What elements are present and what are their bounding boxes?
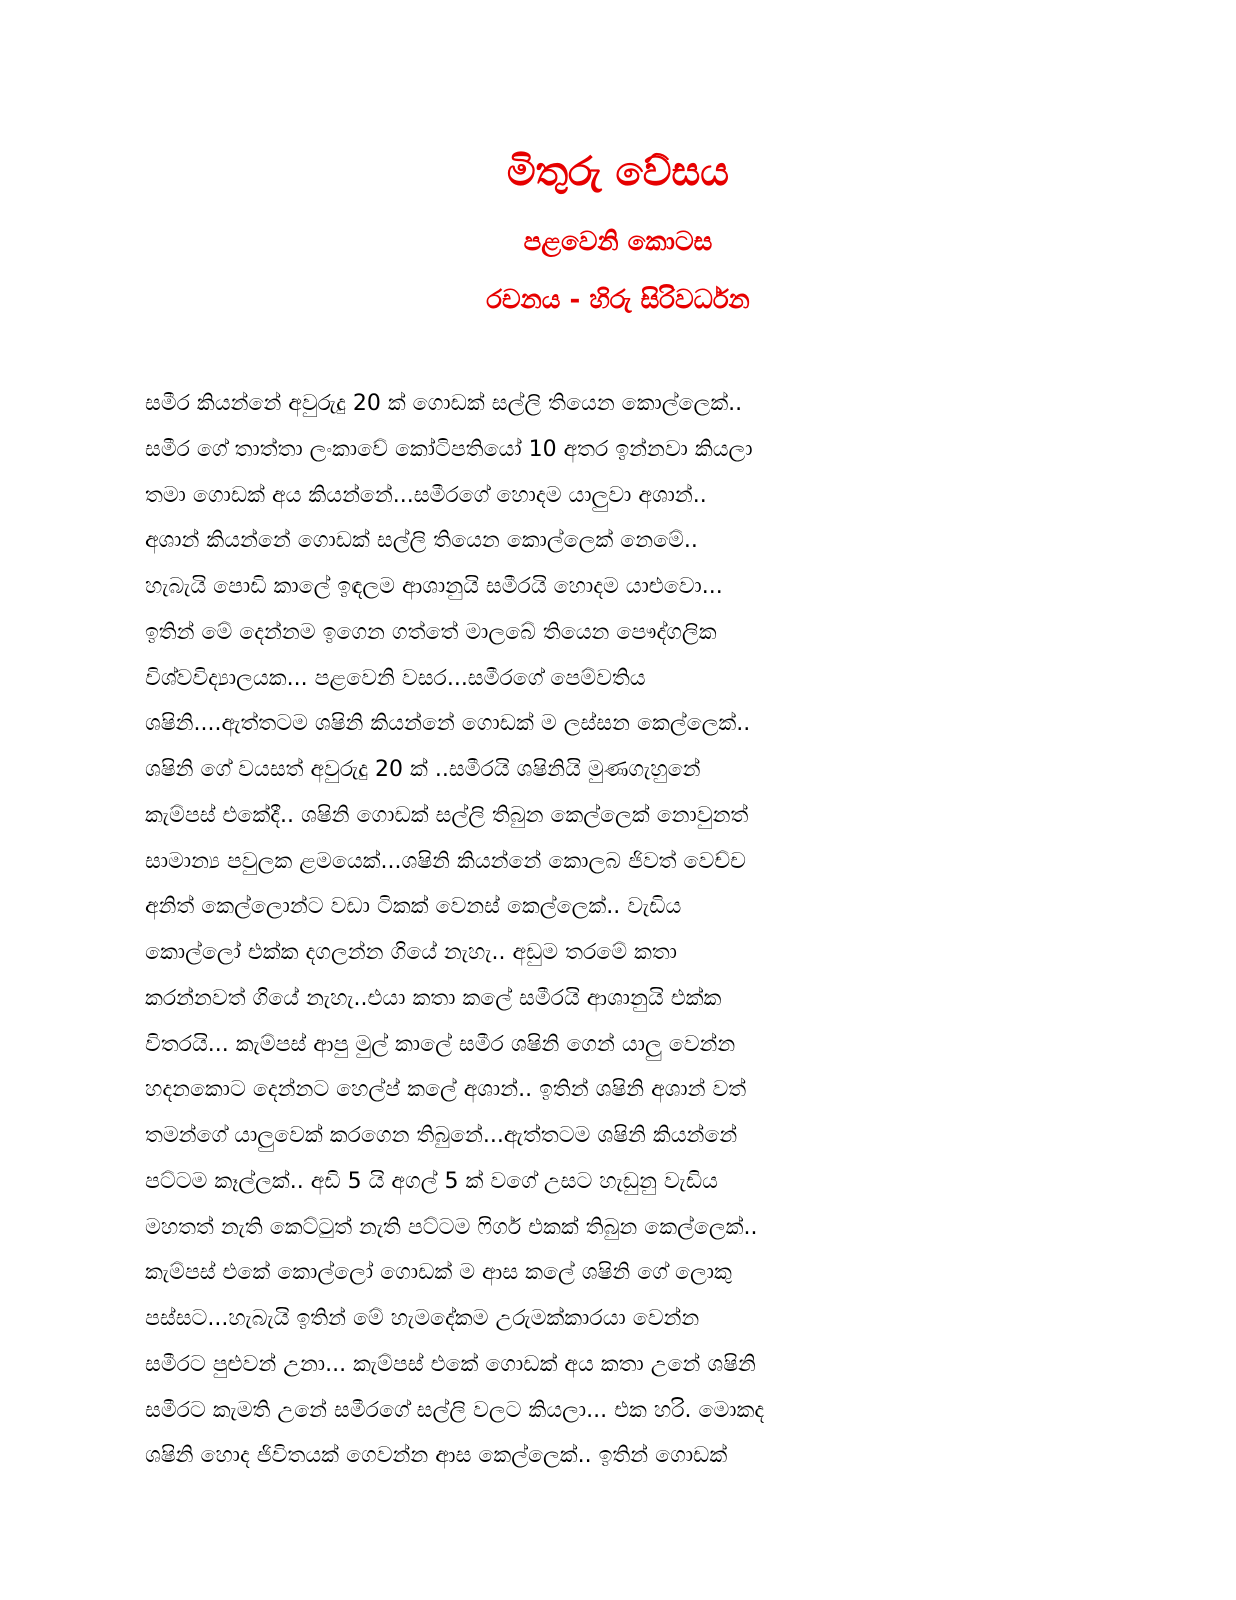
body-line: ශෂිනි හොද ජිවිතයක් ගෙවන්න ආස කෙල්ලෙක්.. ඉතින් ගොඩක් <box>145 1443 728 1469</box>
page-title: මිතුරු වේසය <box>506 149 730 195</box>
body-line: අනිත් කෙල්ලොන්ට වඩා ටිකක් වෙනස් කෙල්ලෙක්.. වැඩිය <box>145 894 682 920</box>
body-line: සමීරට කැමති උනේ සමීරගේ සල්ලි වලට කියලා... එක හරි. මොකද <box>145 1397 765 1423</box>
body-line: සමීරට පුළුවන් උනා... කැම්පස් එකේ ගොඩක් අය කතා උනේ ශෂිනි <box>145 1351 756 1377</box>
body-line: පට්ටම කෑල්ලක්.. අඩි 5 යි අගල් 5 ක් වගේ උසට හැඩුනු වැඩිය <box>145 1168 718 1194</box>
body-line: සමීර ගේ තාත්තා ලංකාවේ කෝටිපතියෝ 10 අතර ඉන්නවා කියලා <box>145 436 753 462</box>
body-line: සාමාන්‍ය පවුලක ළමයෙක්...ශෂිනි කියන්නේ කොලබ ජිවත් වෙච්ච <box>145 848 746 874</box>
chapter-subtitle: පළවෙනි කොටස <box>523 227 713 257</box>
body-line: සමීර කියන්නේ අවුරුදු 20 ක් ගොඩක් සල්ලි තියෙන කොල්ලෙක්.. <box>145 391 743 416</box>
body-line: හැබැයි පොඩි කාලේ ඉඳලම ආශානුයි සමීරයි හොදම යාළුවො... <box>145 574 723 599</box>
body-line: විශ්වවිද්‍යාලයක... පළවෙනි වසර...සමීරගේ පෙම්වතිය <box>145 665 646 691</box>
body-line: කැම්පස් එකේ කොල්ලෝ ගොඩක් ම ආස කලේ ශෂිනි ගේ ලොකු <box>145 1260 732 1286</box>
body-line: තමන්ගේ යාලුවෙක් කරගෙන තිබුනේ...ඇත්තටම ශෂිනි කියන්නේ <box>145 1123 738 1148</box>
body-line: ශෂිනි ගේ වයසත් අවුරුදු 20 ක් ..සමීරයි ශෂිනියි මුණගැහුනේ <box>145 757 701 782</box>
body-line: ශෂිනි....ඇත්තටම ශෂිනි කියන්නේ ගොඩක් ම ලස්සන කෙල්ලෙක්.. <box>145 711 751 737</box>
body-line: තමා ගොඩක් අය කියන්නේ...සමීරගේ හොදම යාලුවා අශාන්.. <box>145 482 707 508</box>
body-line: කැම්පස් එකේදී.. ශෂිනි ගොඩක් සල්ලි තිබුන කෙල්ලෙක් නොවුනත් <box>145 802 749 828</box>
body-line: හදනකොට දෙන්නට හෙල්ප් කලේ අශාන්.. ඉතින් ශෂිනි අශාන් වත් <box>145 1077 747 1103</box>
body-line: මහතත් නැති කෙට්ටුත් නැති පට්ටම ෆිගර් එකක් තිබුන කෙල්ලෙක්.. <box>145 1214 758 1240</box>
body-line: කොල්ලෝ එක්ක දගලන්න ගියේ නැහැ.. අඩුම තරමේ කතා <box>145 940 678 965</box>
body-line: පස්සට...හැබැයි ඉතින් මේ හැමදේකම උරුමක්කාරයා වෙන්න <box>145 1306 700 1331</box>
body-line: අශාන් කියන්නේ ගොඩක් සල්ලි තියෙන කොල්ලෙක් නෙමේ.. <box>145 528 698 554</box>
author-line: රචනය - හිරු සිරිවර්ධන <box>486 285 750 315</box>
body-line: විතරයි... කැම්පස් ආපු මුල් කාලේ සමීර ශෂිනි ගෙන් යාලු වෙන්න <box>145 1031 736 1057</box>
story-body <box>145 381 1085 1479</box>
body-line: කරන්නවත් ගියේ නැහැ..එයා කතා කලේ සමීරයි ආශානුයි එක්ක <box>145 985 722 1011</box>
body-line: ඉතින් මේ දෙන්නම ඉගෙන ගත්තේ මාලබේ තියෙන පෞද්ගලික <box>145 619 717 645</box>
